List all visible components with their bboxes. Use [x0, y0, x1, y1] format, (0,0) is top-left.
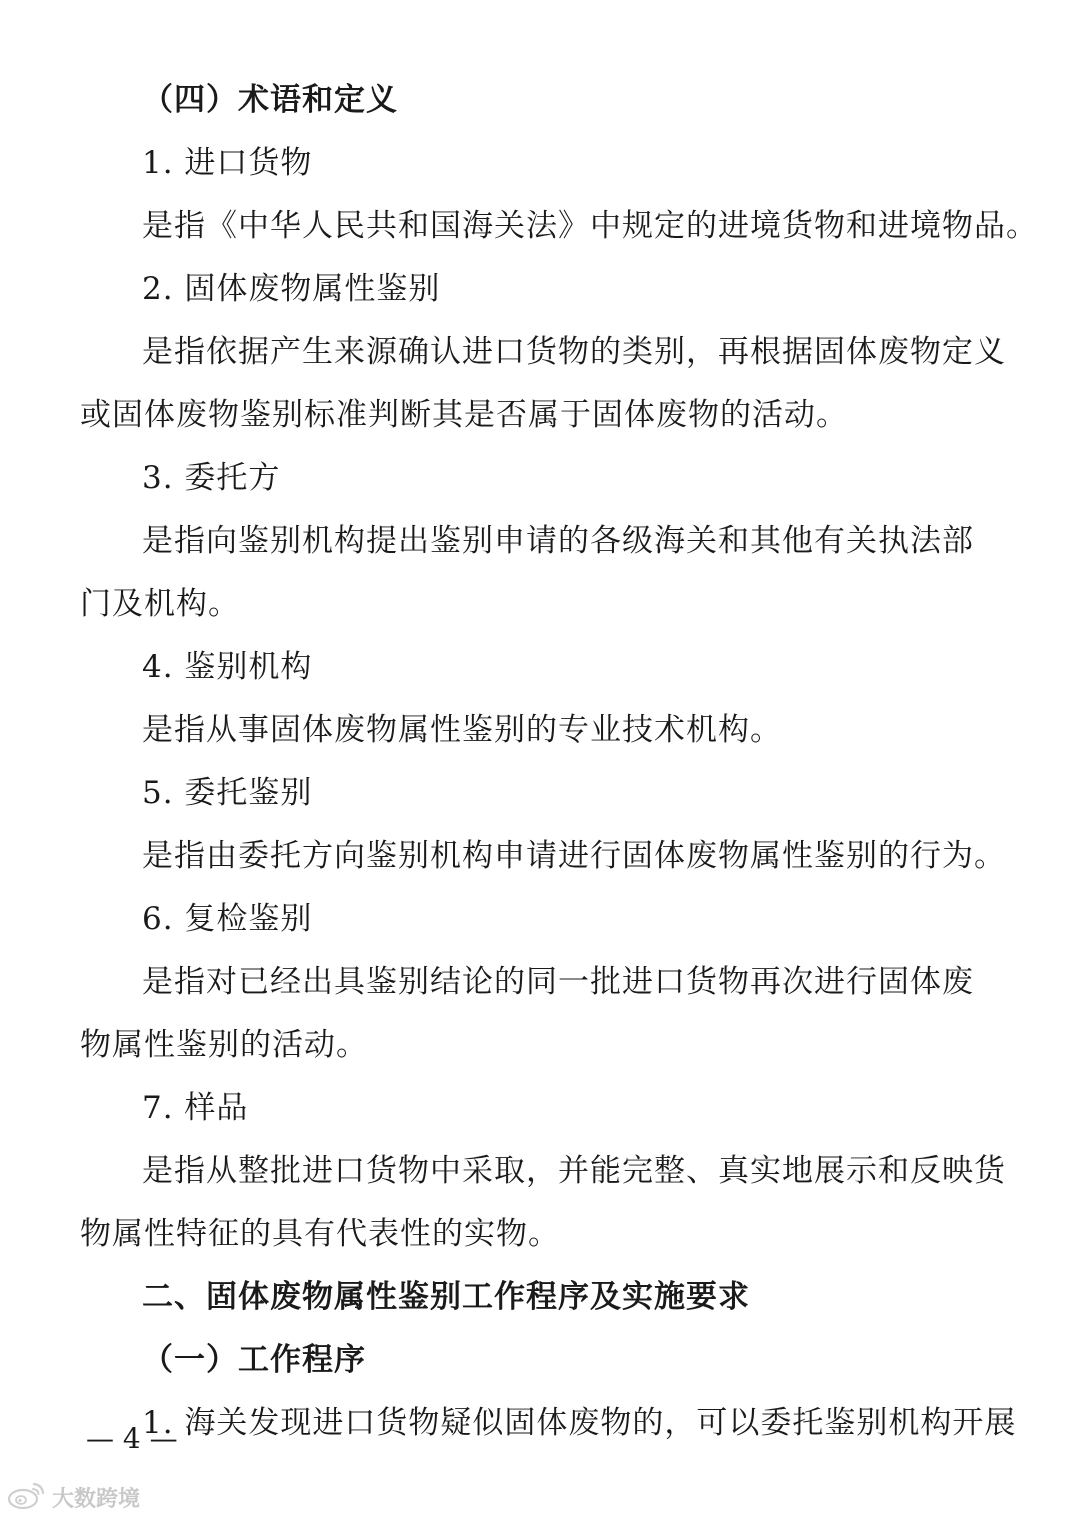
term-definition-7-line1: 是指从整批进口货物中采取，并能完整、真实地展示和反映货: [142, 1153, 1006, 1189]
term-title-1: 1. 进口货物: [142, 145, 313, 181]
term-title-5: 5. 委托鉴别: [142, 775, 313, 811]
term-definition-3-line1: 是指向鉴别机构提出鉴别申请的各级海关和其他有关执法部: [142, 523, 974, 559]
term-definition-7-line2: 物属性特征的具有代表性的实物。: [80, 1216, 560, 1252]
term-definition-5: 是指由委托方向鉴别机构申请进行固体废物属性鉴别的行为。: [142, 838, 1006, 874]
section-heading-procedure: （一）工作程序: [142, 1342, 366, 1378]
term-title-6: 6. 复检鉴别: [142, 901, 313, 937]
term-definition-2-line1: 是指依据产生来源确认进口货物的类别，再根据固体废物定义: [142, 334, 1006, 370]
page-number: — 4 —: [86, 1422, 178, 1455]
term-title-3: 3. 委托方: [142, 460, 281, 496]
weibo-logo-icon: [6, 1480, 46, 1514]
term-title-2: 2. 固体废物属性鉴别: [142, 271, 441, 307]
term-title-7: 7. 样品: [142, 1090, 249, 1126]
term-definition-6-line2: 物属性鉴别的活动。: [80, 1027, 368, 1063]
term-definition-4: 是指从事固体废物属性鉴别的专业技术机构。: [142, 712, 782, 748]
term-definition-6-line1: 是指对已经出具鉴别结论的同一批进口货物再次进行固体废: [142, 964, 974, 1000]
procedure-item-1: 1. 海关发现进口货物疑似固体废物的，可以委托鉴别机构开展: [142, 1405, 1017, 1441]
watermark-text: 大数跨境: [52, 1486, 141, 1512]
term-definition-1: 是指《中华人民共和国海关法》中规定的进境货物和进境物品。: [142, 208, 1038, 244]
watermark: [6, 1480, 140, 1514]
term-title-4: 4. 鉴别机构: [142, 649, 313, 685]
term-definition-3-line2: 门及机构。: [80, 586, 240, 622]
section-heading-terms: （四）术语和定义: [142, 82, 398, 118]
chapter-heading: 二、固体废物属性鉴别工作程序及实施要求: [142, 1279, 750, 1315]
term-definition-2-line2: 或固体废物鉴别标准判断其是否属于固体废物的活动。: [80, 397, 848, 433]
